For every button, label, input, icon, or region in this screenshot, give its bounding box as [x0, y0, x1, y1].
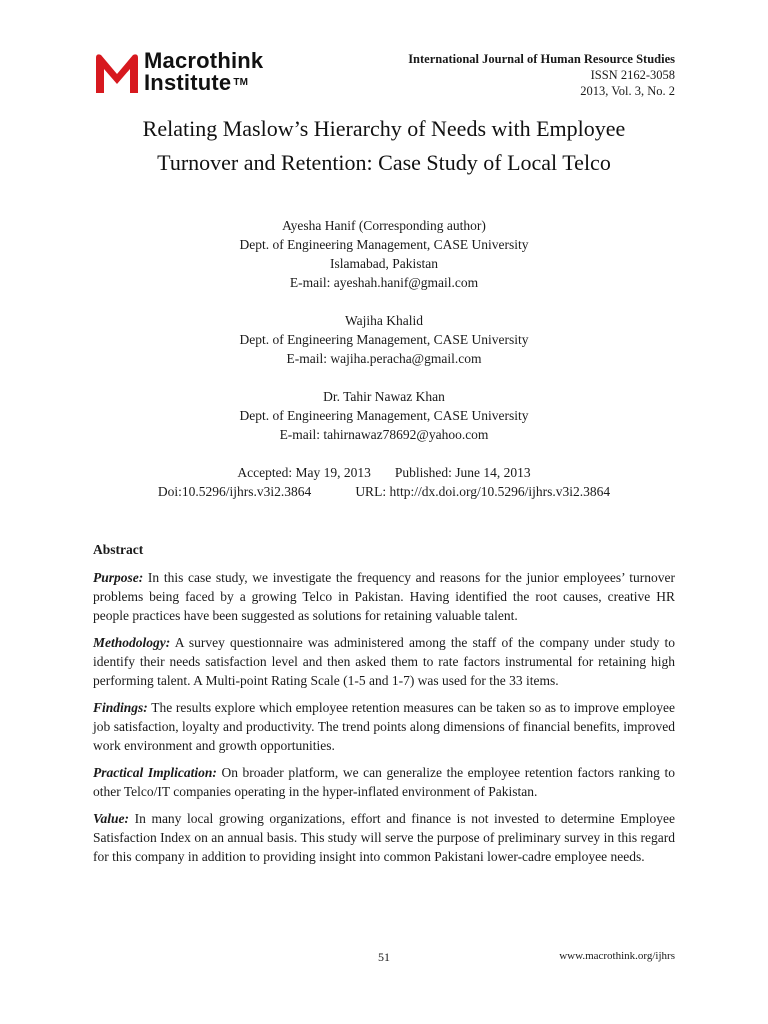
author-name: Dr. Tahir Nawaz Khan	[323, 389, 445, 404]
publisher-logo	[94, 50, 309, 100]
abstract-practical-implication	[93, 763, 675, 801]
journal-website-link[interactable]: www.macrothink.org/ijhrs	[559, 950, 675, 962]
abstract-label: Value:	[93, 811, 130, 826]
abstract-label: Methodology:	[93, 635, 171, 650]
page-number: 51	[378, 950, 390, 964]
abstract-text: On broader platform, we can generalize the employee retention factors ranking to other Telco/IT companies operating in the hyper-inflated environment of Pakistan.	[93, 765, 676, 799]
paper-title	[60, 112, 708, 180]
author-affiliation: Dept. of Engineering Management, CASE University	[239, 237, 529, 252]
abstract-section	[93, 540, 675, 874]
abstract-label: Practical Implication:	[93, 765, 217, 780]
abstract-text: The results explore which employee retention measures can be taken so as to improve employee job satisfaction, loyalty and productivity. The trend points along dimensions of financial benefits, improved work environment and growth opportunities.	[93, 700, 675, 753]
author-email[interactable]: E-mail: tahirnawaz78692@yahoo.com	[279, 427, 489, 442]
abstract-findings	[93, 698, 675, 755]
author-block	[90, 311, 678, 368]
doi-url-link[interactable]: URL: http://dx.doi.org/10.5296/ijhrs.v3i2.3864	[355, 484, 611, 499]
title-line-2: Turnover and Retention: Case Study of Local Telco	[157, 150, 611, 175]
author-email[interactable]: E-mail: ayeshah.hanif@gmail.com	[289, 275, 479, 290]
accepted-date: Accepted: May 19, 2013	[237, 465, 371, 480]
journal-issn: ISSN 2162-3058	[590, 68, 675, 82]
logo-line-1: Macrothink	[144, 48, 264, 73]
logo-line-2: Institute	[144, 70, 232, 95]
title-line-1: Relating Maslow’s Hierarchy of Needs with Employee	[142, 116, 626, 141]
journal-volume: 2013, Vol. 3, No. 2	[580, 84, 675, 98]
abstract-text: In many local growing organizations, effort and finance is not invested to determine Employee Satisfaction Index on an annual basis. This study will serve the purpose of preliminary survey in this regard for this company in addition to providing insight into common Pakistani lower-cadre employee needs.	[93, 811, 675, 864]
author-block	[90, 216, 678, 292]
abstract-value	[93, 809, 675, 866]
author-email[interactable]: E-mail: wajiha.peracha@gmail.com	[286, 351, 482, 366]
author-affiliation: Dept. of Engineering Management, CASE University	[239, 408, 529, 423]
journal-name: International Journal of Human Resource Studies	[408, 52, 675, 66]
published-date: Published: June 14, 2013	[394, 465, 531, 480]
abstract-text: In this case study, we investigate the frequency and reasons for the junior employees’ turnover problems being faced by a growing Telco in Pakistan. Having identified the root causes, creative HR people practices have been suggested as solutions for retaining valuable talent.	[93, 570, 676, 623]
author-name: Ayesha Hanif (Corresponding author)	[282, 218, 486, 233]
abstract-text: A survey questionnaire was administered among the staff of the company under study to identify their needs satisfaction level and then asked them to rate factors instrumental for retaining high performing talent. A Multi-point Rating Scale (1-5 and 1-7) was used for the 33 items.	[93, 635, 676, 688]
author-list	[90, 216, 678, 463]
abstract-heading: Abstract	[93, 542, 144, 557]
author-location: Islamabad, Pakistan	[330, 256, 438, 271]
author-block	[90, 387, 678, 444]
abstract-label: Findings:	[93, 700, 148, 715]
abstract-methodology	[93, 633, 675, 690]
abstract-purpose	[93, 568, 675, 625]
macrothink-m-logo-icon	[94, 52, 140, 94]
logo-wordmark	[144, 50, 263, 94]
journal-info	[408, 51, 675, 99]
author-name: Wajiha Khalid	[344, 313, 423, 328]
abstract-label: Purpose:	[93, 570, 144, 585]
doi: Doi:10.5296/ijhrs.v3i2.3864	[157, 484, 312, 499]
logo-trademark: TM	[233, 77, 249, 88]
author-affiliation: Dept. of Engineering Management, CASE University	[239, 332, 529, 347]
publication-info	[90, 463, 678, 501]
